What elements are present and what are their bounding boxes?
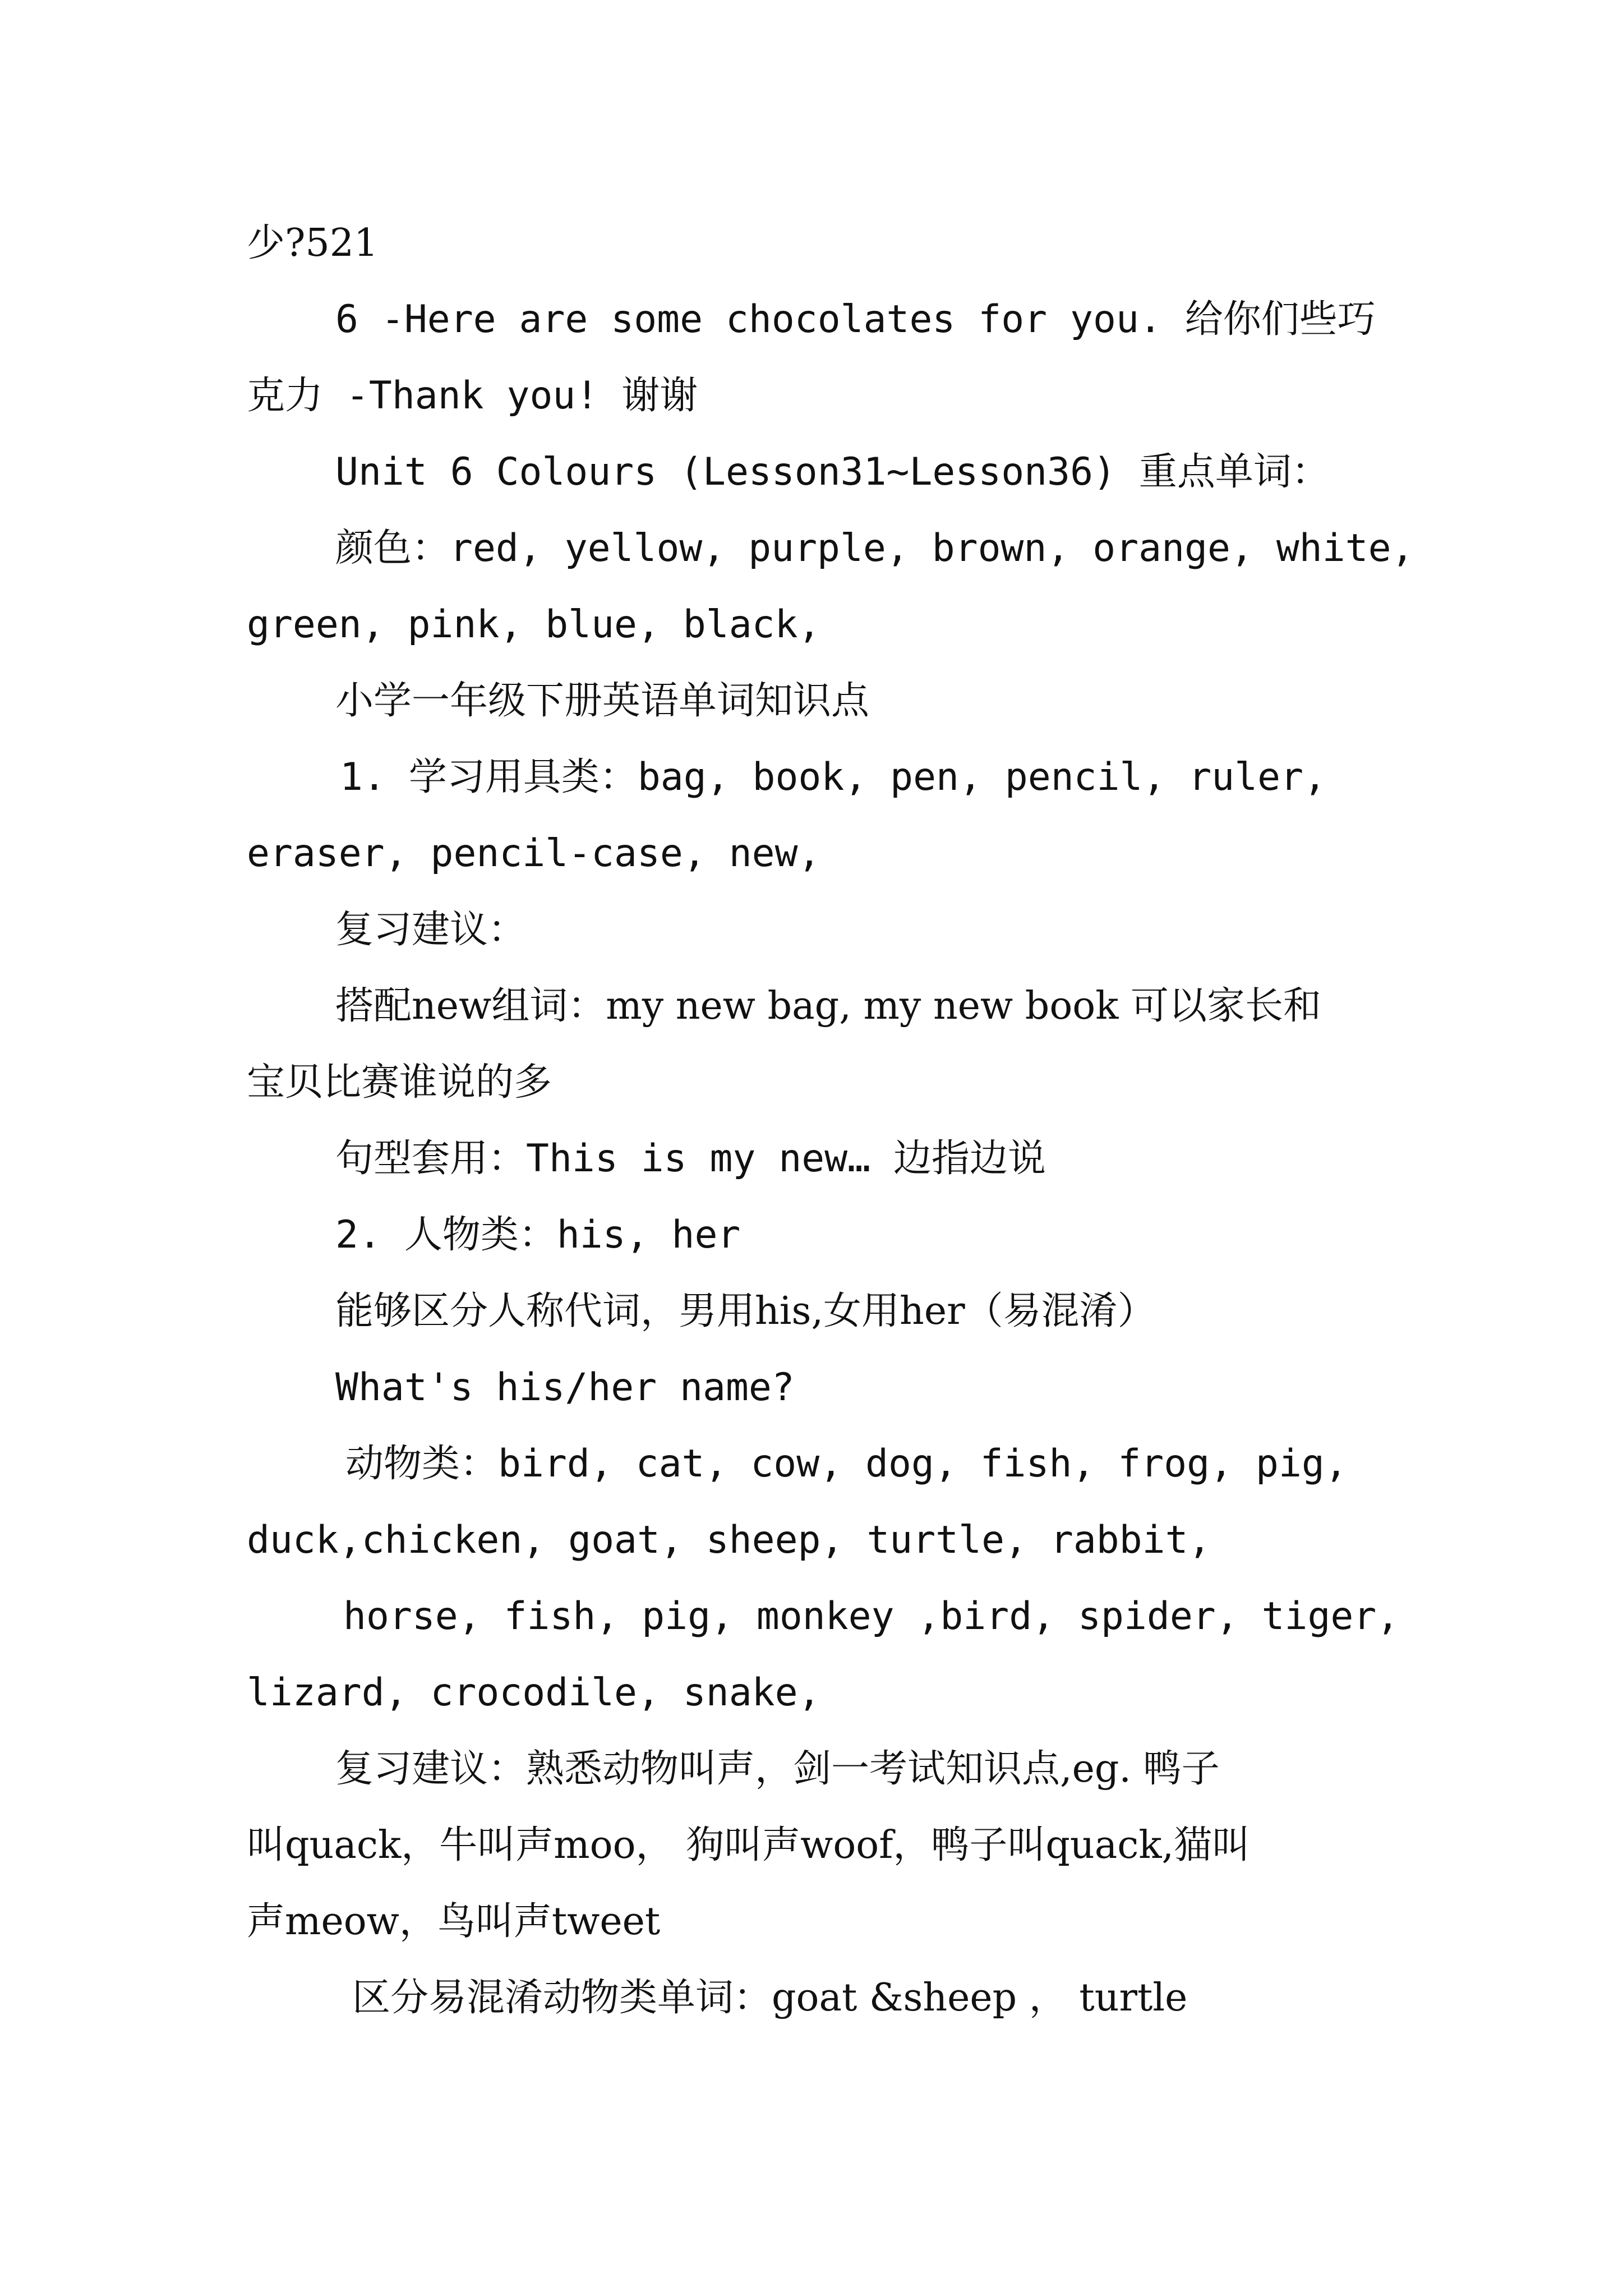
text-line: 6 -Here are some chocolates for you. 给你们些巧 [335,297,1376,342]
text-line: lizard, crocodile, snake, [247,1671,821,1715]
text-line: duck,chicken, goat, sheep, turtle, rabbit, [247,1518,1211,1562]
text-line: 声meow，鸟叫声tweet [247,1899,661,1944]
text-line: horse, fish, pig, monkey ,bird, spider, tiger, [343,1594,1400,1639]
text-line: green, pink, blue, black, [247,602,821,647]
text-line: Unit 6 Colours (Lesson31~Lesson36) 重点单词： [335,450,1330,494]
text-line: 宝贝比赛谁说的多 [247,1060,552,1105]
text-line: 区分易混淆动物类单词：goat &sheep ， turtle [352,1976,1188,2020]
text-line: 能够区分人称代词，男用his,女用her（易混淆） [335,1289,1156,1333]
text-line: 1. 学习用具类：bag, book, pen, pencil, ruler, [340,755,1327,799]
text-line: 复习建议：熟悉动物叫声，剑一考试知识点,eg. 鸭子 [335,1747,1220,1791]
text-line: 克力 -Thank you! 谢谢 [247,374,698,418]
text-line: 动物类：bird, cat, cow, dog, fish, frog, pig, [345,1442,1348,1486]
text-line: 颜色：red, yellow, purple, brown, orange, white, [335,526,1414,570]
text-line: What's his/her name? [335,1365,795,1410]
section-heading: 小学一年级下册英语单词知识点 [335,679,870,723]
text-line: 叫quack，牛叫声moo， 狗叫声woof，鸭子叫quack,猫叫 [247,1823,1251,1867]
text-line: 少?521 [247,221,379,265]
text-line: eraser, pencil-case, new, [247,831,821,876]
text-line: 2. 人物类：his, her [335,1213,741,1257]
text-line: 复习建议： [335,908,527,952]
text-line: 搭配new组词：my new bag, my new book 可以家长和 [335,984,1322,1028]
text-line: 句型套用：This is my new… 边指边说 [335,1137,1046,1181]
